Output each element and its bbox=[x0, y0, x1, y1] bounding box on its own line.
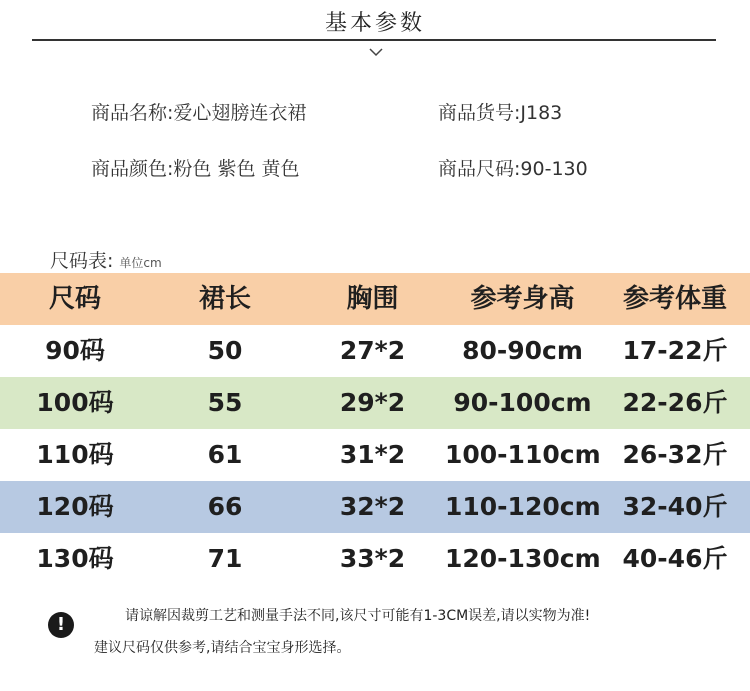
chevron-down-icon bbox=[368, 45, 384, 59]
title-divider bbox=[32, 39, 716, 41]
product-sku-value: J183 bbox=[520, 102, 563, 124]
table-cell: 66 bbox=[207, 492, 243, 521]
size-chart-caption bbox=[50, 246, 162, 273]
header-cell-size: 尺码 bbox=[48, 284, 101, 314]
product-sku-label: 商品货号: bbox=[438, 102, 521, 124]
product-sku bbox=[438, 98, 562, 125]
size-chart-unit: 单位cm bbox=[119, 256, 162, 270]
product-name-value: 爱心翅膀连衣裙 bbox=[173, 102, 307, 124]
table-cell: 32-40斤 bbox=[622, 492, 728, 521]
exclamation-icon: ! bbox=[48, 612, 74, 638]
product-name-label: 商品名称: bbox=[91, 102, 174, 124]
table-cell: 120码 bbox=[36, 492, 114, 521]
table-header-row bbox=[0, 273, 750, 325]
header-cell-length: 裙长 bbox=[198, 284, 251, 314]
table-cell: 29*2 bbox=[339, 388, 406, 417]
header-cell-height: 参考身高 bbox=[470, 284, 575, 314]
table-cell: 17-22斤 bbox=[622, 336, 728, 365]
product-color-label: 商品颜色: bbox=[91, 158, 174, 180]
product-size bbox=[438, 154, 588, 181]
table-cell: 100-110cm bbox=[445, 440, 601, 469]
size-chart-label: 尺码表: bbox=[50, 250, 114, 272]
header-cell-bust: 胸围 bbox=[346, 284, 399, 314]
table-cell: 31*2 bbox=[339, 440, 406, 469]
table-row bbox=[0, 429, 750, 481]
page-title: 基本参数 bbox=[324, 11, 425, 36]
table-cell: 100码 bbox=[36, 388, 114, 417]
header-cell-weight: 参考体重 bbox=[622, 284, 727, 314]
table-cell: 110-120cm bbox=[445, 492, 601, 521]
table-cell: 27*2 bbox=[339, 336, 406, 365]
table-cell: 61 bbox=[207, 440, 243, 469]
table-cell: 90-100cm bbox=[453, 388, 592, 417]
size-table bbox=[0, 273, 750, 585]
note-line-1: 请谅解因裁剪工艺和测量手法不同,该尺寸可能有1-3CM误差,请以实物为准! bbox=[125, 608, 591, 624]
table-row bbox=[0, 377, 750, 429]
table-cell: 26-32斤 bbox=[622, 440, 728, 469]
table-cell: 90码 bbox=[45, 336, 105, 365]
table-cell: 40-46斤 bbox=[622, 544, 728, 573]
product-size-value: 90-130 bbox=[520, 158, 588, 180]
table-cell: 33*2 bbox=[339, 544, 406, 573]
table-row bbox=[0, 325, 750, 377]
table-cell: 120-130cm bbox=[445, 544, 601, 573]
table-cell: 130码 bbox=[36, 544, 114, 573]
table-cell: 50 bbox=[207, 336, 243, 365]
table-row bbox=[0, 533, 750, 585]
product-name bbox=[91, 98, 306, 125]
product-color-value: 粉色 紫色 黄色 bbox=[173, 158, 300, 180]
note-line-2: 建议尺码仅供参考,请结合宝宝身形选择。 bbox=[94, 640, 351, 656]
table-row bbox=[0, 481, 750, 533]
product-size-label: 商品尺码: bbox=[438, 158, 521, 180]
table-cell: 22-26斤 bbox=[622, 388, 728, 417]
table-cell: 32*2 bbox=[339, 492, 406, 521]
table-cell: 71 bbox=[207, 544, 243, 573]
table-cell: 55 bbox=[207, 388, 243, 417]
table-cell: 110码 bbox=[36, 440, 114, 469]
product-color bbox=[91, 154, 300, 181]
table-cell: 80-90cm bbox=[462, 336, 583, 365]
